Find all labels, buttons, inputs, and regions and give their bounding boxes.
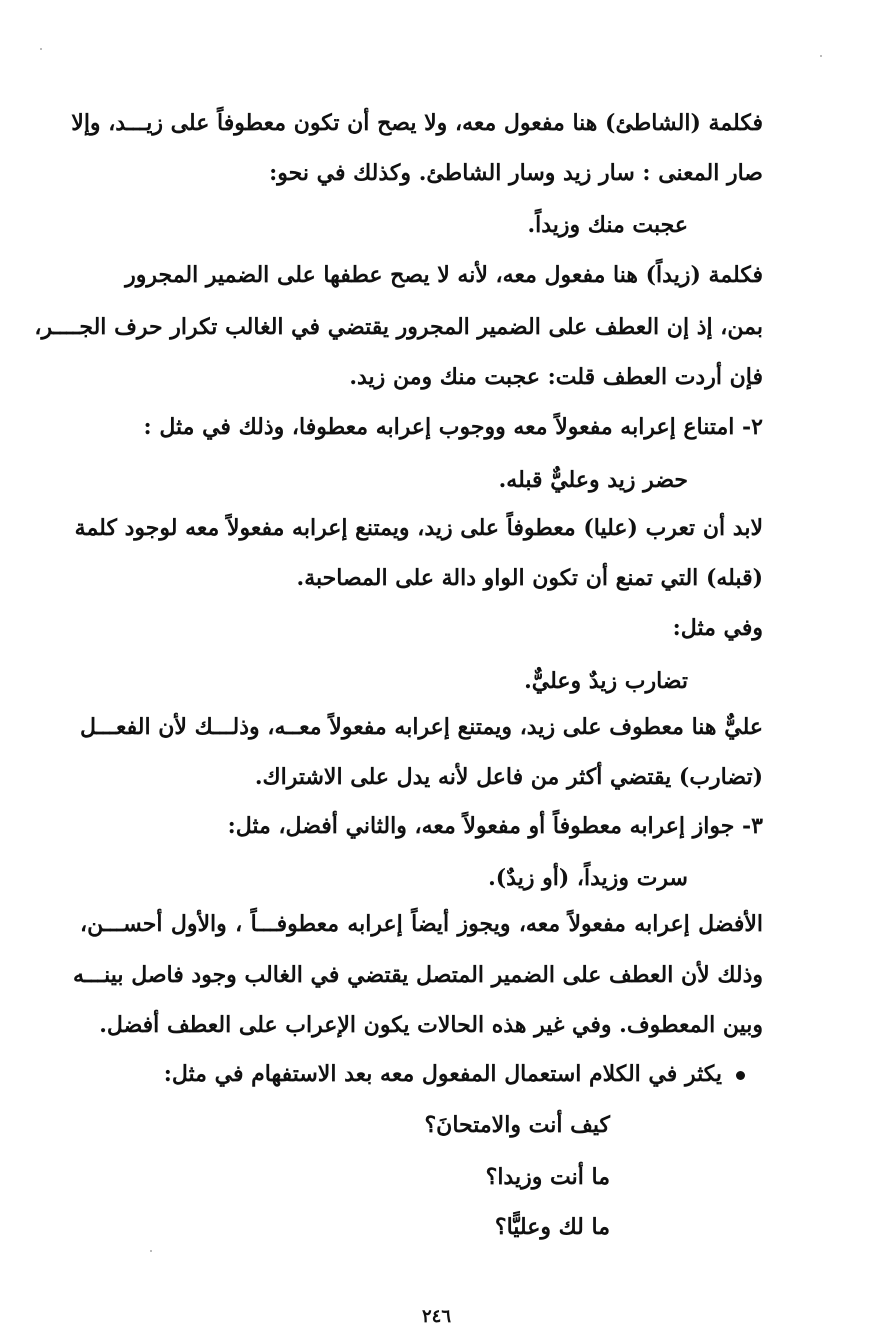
section-heading-3: ٣- جواز إعرابه معطوفاً أو مفعولاً معه، والثاني أفضل، مثل:	[227, 813, 763, 839]
example-question-3: ما لك وعليًّا؟	[494, 1214, 610, 1240]
example-sentence-4: سرت وزيداً، (أو زيدٌ).	[488, 865, 688, 891]
paragraph-line-9: عليٌّ هنا معطوف على زيد، ويمتنع إعرابه مفعولاً معــه، وذلـــك لأن الفعـــل	[80, 714, 763, 740]
paragraph-line-3: فكلمة (زيداً) هنا مفعول معه، لأنه لا يصح عطفها على الضمير المجرور	[125, 262, 763, 288]
example-sentence-2: حضر زيد وعليٌّ قبله.	[498, 467, 688, 493]
paragraph-line-10: (تضارب) يقتضي أكثر من فاعل لأنه يدل على الاشتراك.	[254, 764, 763, 790]
example-sentence-1: عجبت منك وزيداً.	[527, 212, 688, 238]
paragraph-line-7: (قبله) التي تمنع أن تكون الواو دالة على المصاحبة.	[296, 565, 763, 591]
section-heading-2: ٢- امتناع إعرابه مفعولاً معه ووجوب إعرابه معطوفا، وذلك في مثل :	[143, 414, 763, 440]
paragraph-line-11: الأفضل إعرابه مفعولاً معه، ويجوز أيضاً إعرابه معطوفـــاً ، والأول أحســـن،	[80, 911, 763, 937]
paragraph-line-8: وفي مثل:	[672, 615, 763, 641]
page-number: ٢٤٦	[421, 1306, 451, 1327]
paragraph-line-13: وبين المعطوف. وفي غير هذه الحالات يكون الإعراب على العطف أفضل.	[99, 1012, 763, 1038]
scan-speck	[820, 55, 822, 57]
scan-speck	[150, 1250, 152, 1252]
example-question-1: كيف أنت والامتحانَ؟	[424, 1112, 610, 1138]
paragraph-line-2: صار المعنى : سار زيد وسار الشاطئ. وكذلك في نحو:	[269, 160, 763, 186]
paragraph-line-6: لابد أن تعرب (عليا) معطوفاً على زيد، ويمتنع إعرابه مفعولاً معه لوجود كلمة	[74, 515, 763, 541]
bullet-icon	[736, 1071, 745, 1080]
example-sentence-3: تضارب زيدٌ وعليٌّ.	[524, 668, 688, 694]
bullet-item	[80, 1057, 745, 1091]
paragraph-line-4: بمن، إذ إن العطف على الضمير المجرور يقتضي في الغالب تكرار حرف الجــــر،	[34, 314, 763, 340]
paragraph-line-1: فكلمة (الشاطئ) هنا مفعول معه، ولا يصح أن تكون معطوفاً على زيـــد، وإلا	[71, 110, 763, 136]
paragraph-line-5: فإن أردت العطف قلت: عجبت منك ومن زيد.	[349, 364, 763, 390]
paragraph-line-12: وذلك لأن العطف على الضمير المتصل يقتضي في الغالب وجود فاصل بينـــه	[73, 962, 763, 988]
scan-speck	[40, 48, 42, 50]
example-question-2: ما أنت وزيدا؟	[485, 1164, 610, 1190]
bullet-text: يكثر في الكلام استعمال المفعول معه بعد الاستفهام في مثل:	[163, 1061, 722, 1087]
